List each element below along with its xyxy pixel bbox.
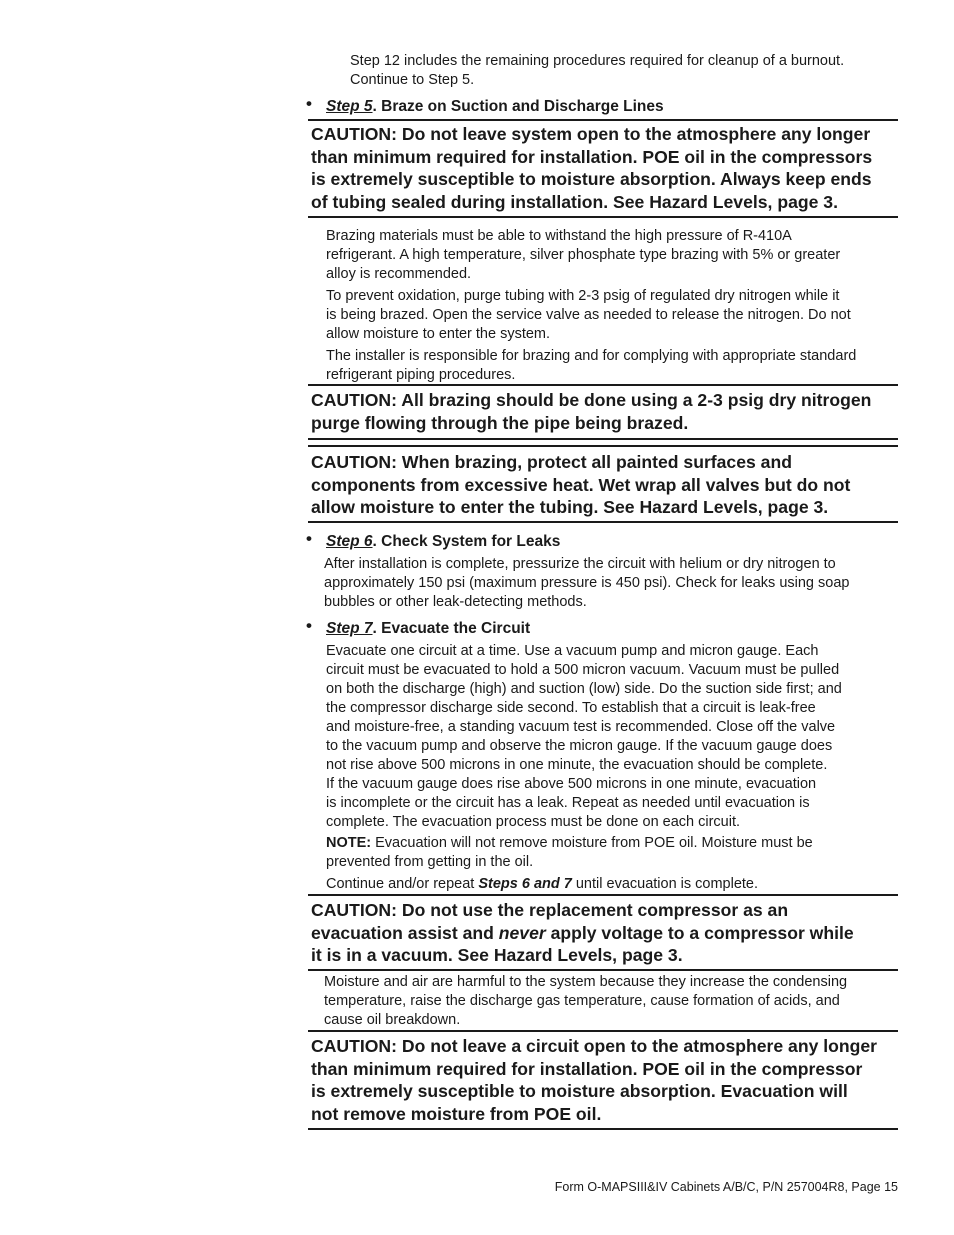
step7-title: Step 7. Evacuate the Circuit — [326, 620, 531, 637]
divider — [308, 384, 898, 386]
step6-body: After installation is complete, pressurize the circuit with helium or dry nitrogen to approximately 150 psi (maximum pressure is 450 psi). Check for leaks using soap bubbles or other leak-detecting methods. — [324, 556, 850, 610]
intro-paragraph — [350, 52, 910, 90]
brazing-paragraph-1: Brazing materials must be able to withstand the high pressure of R-410A refrigerant. A high temperature, silver phosphate type brazing with 5% or greater alloy is recommended. — [326, 228, 841, 282]
caution1-line-4: of tubing sealed during installation. See Hazard Levels, page 3. — [311, 191, 838, 212]
caution1-line-2: than minimum required for installation. POE oil in the compressors — [311, 146, 873, 167]
caution1-line-3: is extremely susceptible to moisture absorption. Always keep ends — [311, 169, 872, 189]
bullet-icon: • — [306, 529, 312, 548]
intro-line-1: Step 12 includes the remaining procedures required for cleanup of a burnout. — [350, 53, 845, 69]
page-footer: Form O-MAPSIII&IV Cabinets A/B/C, P/N 257004R8, Page 15 — [554, 1180, 898, 1194]
divider — [308, 1128, 898, 1130]
step5-title: Step 5. Braze on Suction and Discharge Lines — [326, 98, 664, 115]
divider — [308, 119, 898, 121]
step6-label: Step 6 — [326, 533, 373, 550]
caution-box-open-system — [308, 123, 898, 213]
note-label: NOTE: — [326, 835, 372, 851]
divider — [308, 438, 898, 440]
divider — [308, 445, 898, 447]
bullet-icon: • — [306, 616, 312, 635]
divider — [308, 969, 898, 971]
brazing-paragraph-2: To prevent oxidation, purge tubing with 2-3 psig of regulated dry nitrogen while it is being brazed. Open the service valve as needed to release the nitrogen. Do not allow moisture to enter the system. — [326, 288, 851, 342]
caution-box-circuit-open: CAUTION: Do not leave a circuit open to the atmosphere any longer than minimum required for installation. POE oil in the compressor is extremely susceptible to moisture absorption. Evacuation will not remove moisture from POE oil. — [311, 1036, 878, 1124]
step7-label: Step 7 — [326, 620, 373, 637]
intro-line-2: Continue to Step 5. — [350, 72, 475, 88]
step7-body: Evacuate one circuit at a time. Use a vacuum pump and micron gauge. Each circuit must be evacuated to hold a 500 micron vacuum. Vacuum must be pulled on both the discharge (high) and suction (low) side. Do the suction side first; and the compressor discharge side second. To establish that a circuit is leak-free and moisture-free, a standing vacuum test is recommended. Close off the valve to the vacuum pump and observe the micron gauge. If the vacuum gauge does not rise above 500 microns in one minute, the evacuation should be complete. If the vacuum gauge does rise above 500 microns in one minute, evacuation is incomplete or the circuit has a leak. Repeat as needed until evacuation is complete. The evacuation process must be done on each circuit. NOTE: Evacuation will not remove moisture from POE oil. Moisture must be prevented from getting in the oil. Continue and/or repeat Steps 6 and 7 until evacuation is complete. — [326, 642, 901, 894]
caution-box-painted-surfaces: CAUTION: When brazing, protect all painted surfaces and components from excessive heat. Wet wrap all valves but do not allow moisture to enter the tubing. See Hazard Levels, page 3. — [311, 452, 851, 517]
divider — [308, 894, 898, 896]
bullet-icon: • — [306, 94, 312, 113]
brazing-section — [326, 227, 901, 385]
caution1-line-1: CAUTION: Do not leave system open to the atmosphere any longer — [311, 124, 871, 144]
divider — [308, 521, 898, 523]
caution-box-evacuation-assist: CAUTION: Do not use the replacement compressor as an evacuation assist and never apply voltage to a compressor while it is in a vacuum. See Hazard Levels, page 3. — [311, 900, 854, 965]
step6-title: Step 6. Check System for Leaks — [326, 533, 561, 550]
continue-instruction: Continue and/or repeat Steps 6 and 7 until evacuation is complete. — [326, 876, 759, 892]
divider — [308, 1030, 898, 1032]
divider — [308, 216, 898, 218]
moisture-paragraph: Moisture and air are harmful to the system because they increase the condensing temperature, raise the discharge gas temperature, cause formation of acids, and cause oil breakdown. — [324, 974, 848, 1028]
note-paragraph: NOTE: Evacuation will not remove moisture from POE oil. Moisture must be prevented from getting in the oil. — [326, 835, 813, 870]
step5-label: Step 5 — [326, 98, 373, 115]
brazing-paragraph-3: The installer is responsible for brazing and for complying with appropriate standard refrigerant piping procedures. — [326, 348, 857, 383]
caution-box-nitrogen-purge: CAUTION: All brazing should be done using a 2-3 psig dry nitrogen purge flowing through the pipe being brazed. — [311, 390, 872, 433]
